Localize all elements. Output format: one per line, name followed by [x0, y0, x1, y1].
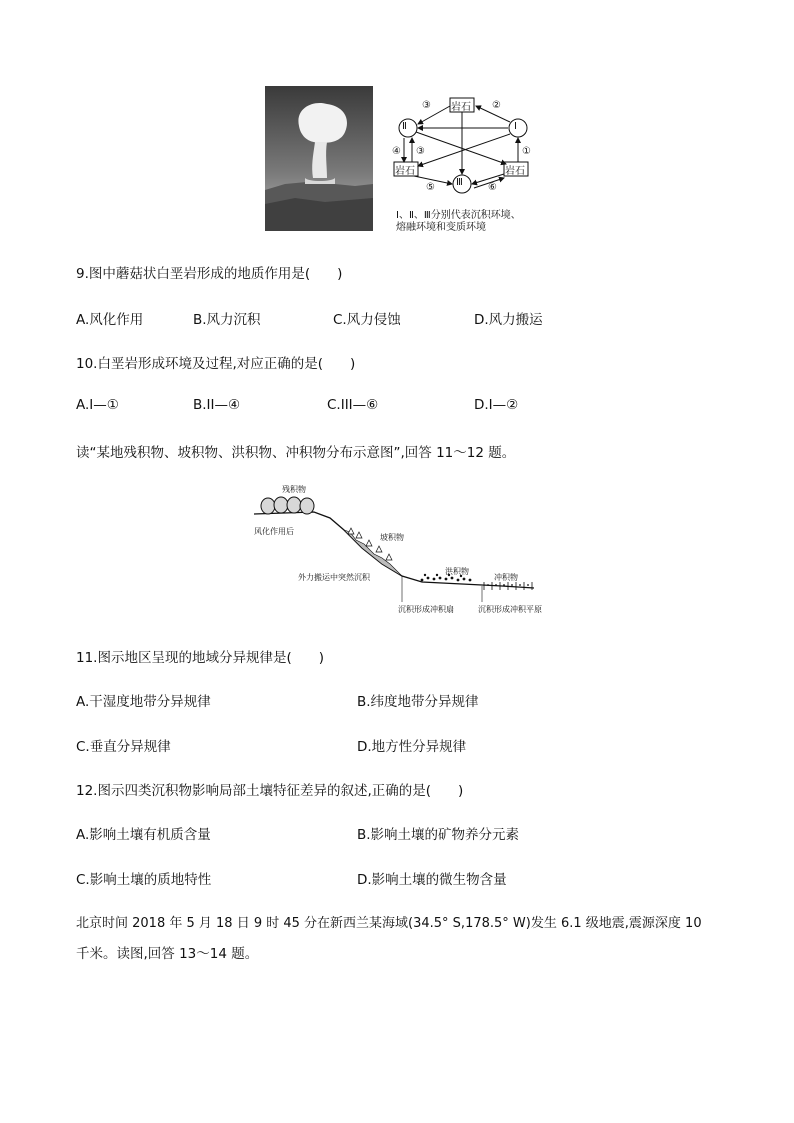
q9-option-a[interactable]: A.风化作用	[76, 312, 144, 328]
rock-box-right-label: 岩石	[505, 166, 525, 177]
arrow-label-1: ①	[522, 146, 531, 157]
q12-option-d[interactable]: D.影响土壤的微生物含量	[357, 872, 507, 888]
rock-box-left-label: 岩石	[395, 166, 415, 177]
node-i-label: Ⅰ	[514, 121, 517, 132]
deposit-distribution-diagram	[252, 484, 542, 618]
q9-option-c[interactable]: C.风力侵蚀	[333, 312, 401, 328]
label-alluvial-fan: 沉积形成冲积扇	[398, 605, 454, 614]
arrow-label-3a: ③	[422, 100, 431, 111]
arrow-label-3b: ③	[416, 146, 425, 157]
arrow-label-2: ②	[492, 100, 501, 111]
rock-box-top-label: 岩石	[451, 102, 471, 113]
q9-option-b[interactable]: B.风力沉积	[193, 312, 261, 328]
q10-option-b[interactable]: B.II—④	[193, 397, 241, 413]
q10-option-d[interactable]: D.I—②	[474, 397, 519, 413]
intro-13-14-line1: 北京时间 2018 年 5 月 18 日 9 时 45 分在新西兰某海域(34.5° S,178.5° W)发生 6.1 级地震,震源深度 10	[76, 916, 702, 931]
label-residual: 残积物	[282, 485, 306, 494]
q12-option-c[interactable]: C.影响土壤的质地特性	[76, 872, 212, 888]
intro-13-14-line2: 千米。读图,回答 13～14 题。	[76, 946, 259, 962]
q11-option-d[interactable]: D.地方性分异规律	[357, 739, 467, 755]
label-slope-deposit: 坡积物	[380, 533, 404, 542]
label-alluvial-plain: 沉积形成冲积平原	[478, 605, 542, 614]
node-iii-label: Ⅲ	[456, 177, 463, 188]
q11-option-c[interactable]: C.垂直分异规律	[76, 739, 171, 755]
figure-caption-line2: 熔融环境和变质环境	[396, 222, 486, 233]
node-ii-label: Ⅱ	[402, 121, 407, 132]
q11-option-a[interactable]: A.干湿度地带分异规律	[76, 694, 211, 710]
figure-caption-line1: Ⅰ、Ⅱ、Ⅲ分别代表沉积环境、	[396, 210, 521, 221]
q11-option-b[interactable]: B.纬度地带分异规律	[357, 694, 479, 710]
q10-stem: 10.白垩岩形成环境及过程,对应正确的是( )	[76, 356, 356, 372]
q11-stem: 11.图示地区呈现的地域分异规律是( )	[76, 650, 325, 666]
q9-option-d[interactable]: D.风力搬运	[474, 312, 543, 328]
q10-option-a[interactable]: A.I—①	[76, 397, 119, 413]
rock-cycle-diagram	[388, 92, 538, 237]
chalk-rock-photo	[265, 86, 373, 231]
q12-stem: 12.图示四类沉积物影响局部土壤特征差异的叙述,正确的是( )	[76, 783, 464, 799]
label-flood-deposit: 洪积物	[445, 567, 469, 576]
q10-option-c[interactable]: C.III—⑥	[327, 397, 379, 413]
label-alluvial-deposit: 冲积物	[494, 573, 518, 582]
intro-11-12: 读“某地残积物、坡积物、洪积物、冲积物分布示意图”,回答 11～12 题。	[76, 445, 516, 461]
q12-option-b[interactable]: B.影响土壤的矿物养分元素	[357, 827, 520, 843]
arrow-label-5: ⑤	[426, 182, 435, 193]
arrow-label-6: ⑥	[488, 182, 497, 193]
q12-option-a[interactable]: A.影响土壤有机质含量	[76, 827, 211, 843]
label-sudden-deposit: 外力搬运中突然沉积	[298, 573, 370, 582]
label-weathering: 风化作用后	[254, 527, 294, 536]
arrow-label-4: ④	[392, 146, 401, 157]
q9-stem: 9.图中蘑菇状白垩岩形成的地质作用是( )	[76, 266, 343, 282]
